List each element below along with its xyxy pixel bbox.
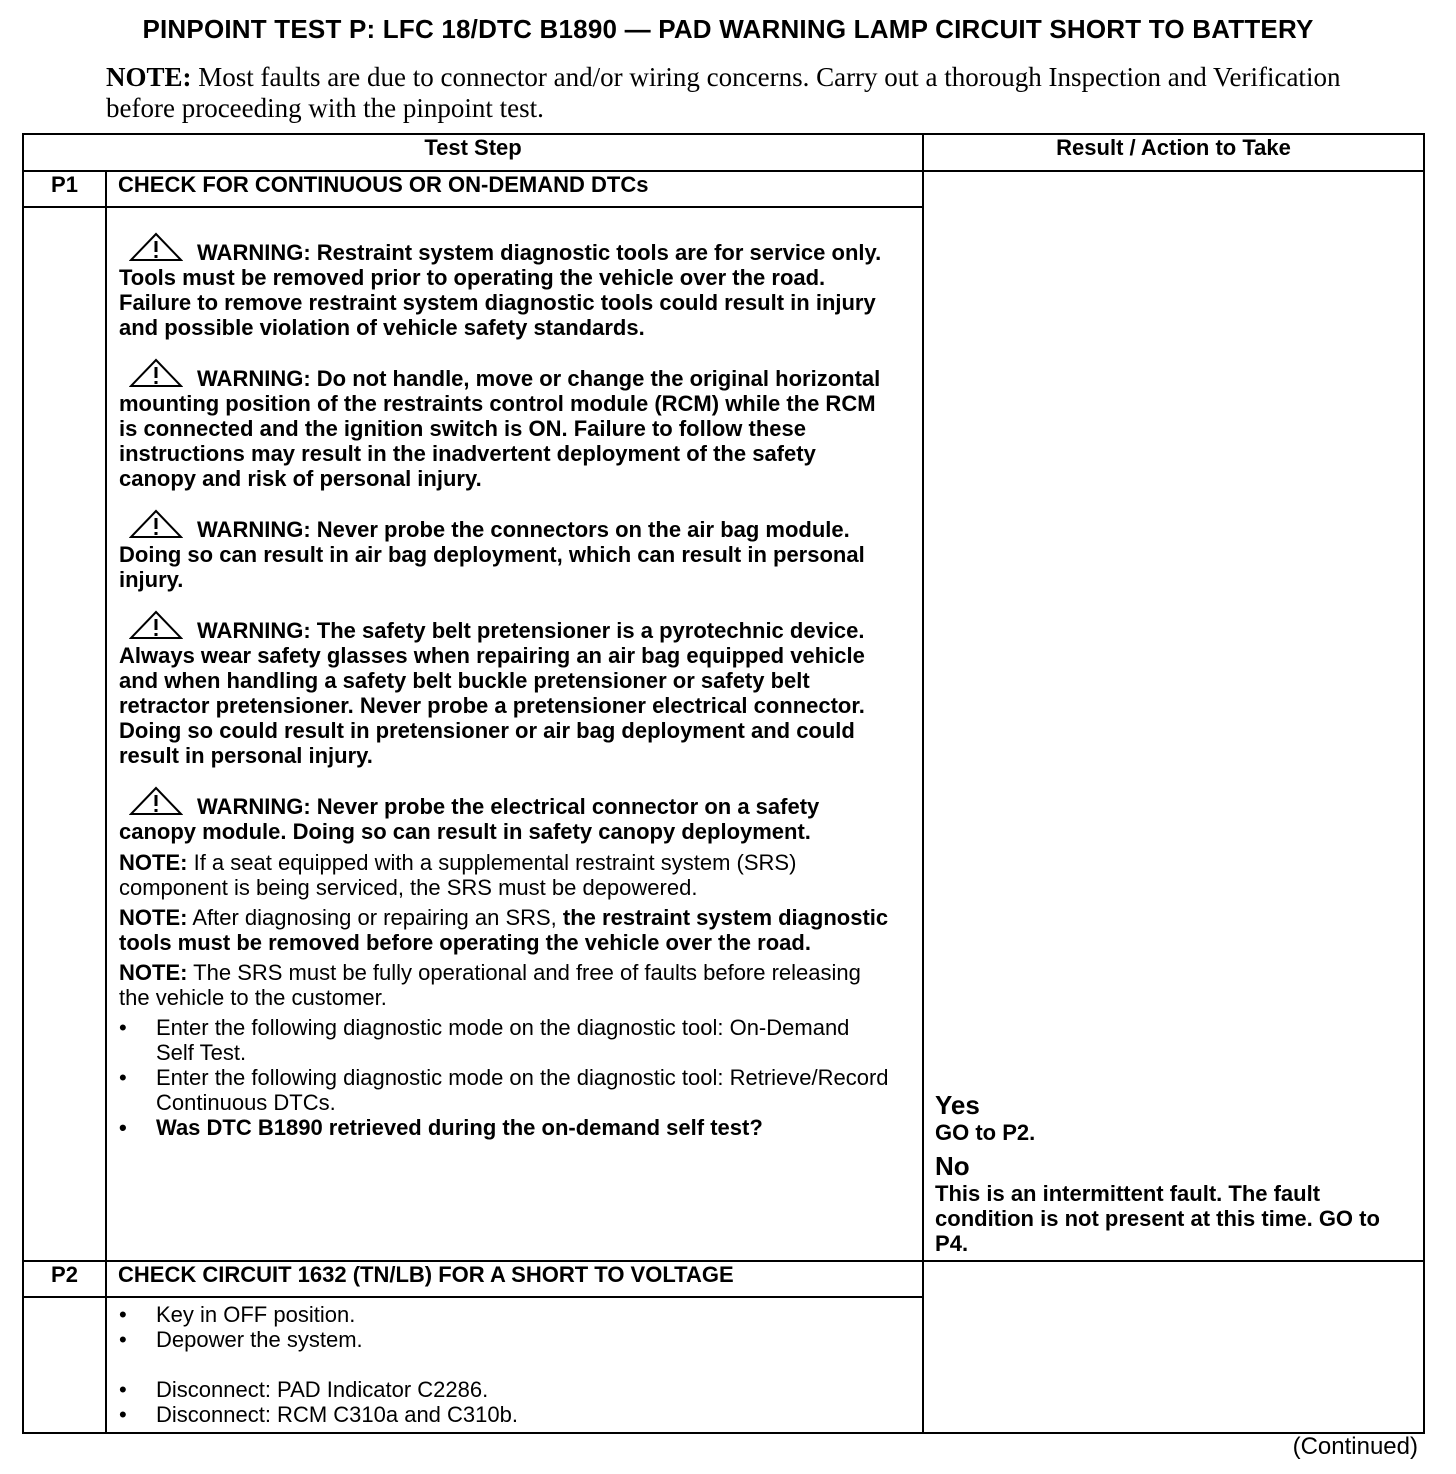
- warning-triangle-icon: [129, 610, 183, 640]
- list-item: • Enter the following diagnostic mode on the diagnostic tool: Retrieve/Record Continuous DTCs.: [119, 1065, 892, 1115]
- intro-note: [106, 62, 1346, 124]
- result-no-action: [935, 1181, 1415, 1256]
- step-title-p1: CHECK FOR CONTINUOUS OR ON-DEMAND DTCs: [106, 171, 923, 207]
- note-2-bold-text: the restraint system diagnostic tools must be removed before operating the vehicle over the road.: [119, 905, 889, 955]
- warning-5-text: WARNING: Never probe the electrical connector on a safety canopy module. Doing so can result in safety canopy deployment.: [119, 794, 820, 844]
- warning-triangle-icon: [129, 509, 183, 539]
- warning-4-text: WARNING: The safety belt pretensioner is a pyrotechnic device. Always wear safety glasses when repairing an air bag equipped vehicle and when handling a safety belt buckle pretensioner or safety belt retractor pretensioner. Never probe a pretensioner electrical connector. Doing so could result in pretensioner or air bag deployment and could result in personal injury.: [119, 618, 865, 768]
- note-3-text: The SRS must be fully operational and free of faults before releasing the vehicle to the customer.: [119, 960, 861, 1010]
- warning-5: [119, 786, 892, 844]
- result-yes-label: Yes: [935, 1090, 980, 1120]
- step-number-p1: P1: [23, 171, 106, 207]
- note-2-label: NOTE:: [119, 905, 188, 930]
- step-p2-title-row: [23, 1261, 1424, 1297]
- warning-triangle-icon: [129, 232, 183, 262]
- warning-2-text: WARNING: Do not handle, move or change the original horizontal mounting position of the restraints control module (RCM) while the RCM is connected and the ignition switch is ON. Failure to follow these instructions may result in the inadvertent deployment of the safety canopy and risk of personal injury.: [119, 366, 881, 491]
- step-p2-number-blank: [23, 1297, 106, 1433]
- intro-note-label: NOTE:: [106, 62, 192, 92]
- header-result: Result / Action to Take: [923, 134, 1424, 171]
- result-no-period: .: [961, 1231, 969, 1256]
- result-yes-target-link[interactable]: P2: [1002, 1120, 1030, 1145]
- step-number-p2: P2: [23, 1261, 106, 1297]
- result-cell-p2: [923, 1261, 1424, 1433]
- result-no-text: This is an intermittent fault. The fault condition is not present at this time. GO to: [935, 1181, 1380, 1231]
- p2-bullet-list-b: [119, 1377, 892, 1427]
- note-1: [119, 850, 892, 900]
- warning-3-text: WARNING: Never probe the connectors on the air bag module. Doing so can result in air bag deployment, which can result in personal injury.: [119, 517, 865, 592]
- step-title-p2: CHECK CIRCUIT 1632 (TN/LB) FOR A SHORT TO VOLTAGE: [106, 1261, 923, 1297]
- list-item: • Disconnect: RCM C310a and C310b.: [119, 1402, 892, 1427]
- p2-bullet-list-a: [119, 1302, 892, 1352]
- step-p2-content: [106, 1297, 923, 1433]
- note-2: [119, 905, 892, 955]
- table-header-row: [23, 134, 1424, 171]
- pinpoint-test-table: [22, 133, 1425, 1434]
- list-item: • Was DTC B1890 retrieved during the on-demand self test?: [119, 1115, 892, 1140]
- warning-3: [119, 509, 892, 592]
- warning-triangle-icon: [129, 786, 183, 816]
- step-p1-number-blank: [23, 207, 106, 1261]
- continued-label: (Continued): [1292, 1433, 1418, 1460]
- result-yes-text: GO to: [935, 1120, 997, 1145]
- list-item: • Enter the following diagnostic mode on the diagnostic tool: On-Demand Self Test.: [119, 1015, 892, 1065]
- result-yes-action: [935, 1120, 1415, 1145]
- warning-1-text: WARNING: Restraint system diagnostic tools are for service only. Tools must be removed prior to operating the vehicle over the road. Failure to remove restraint system diagnostic tools could result in injury and possible violation of vehicle safety standards.: [119, 240, 882, 340]
- warning-2: [119, 358, 892, 491]
- warning-4: [119, 610, 892, 768]
- result-no-target-link[interactable]: P4: [935, 1231, 962, 1256]
- note-1-text: If a seat equipped with a supplemental restraint system (SRS) component is being serviced, the SRS must be depowered.: [119, 850, 797, 900]
- result-cell-p1: [923, 171, 1424, 1261]
- p1-bullet-list: [119, 1015, 892, 1140]
- list-item: • Disconnect: PAD Indicator C2286.: [119, 1377, 892, 1402]
- note-3-label: NOTE:: [119, 960, 188, 985]
- result-yes-period: .: [1029, 1120, 1036, 1145]
- list-item: • Key in OFF position.: [119, 1302, 892, 1327]
- list-item: • Depower the system.: [119, 1327, 892, 1352]
- step-p1-title-row: [23, 171, 1424, 207]
- page-title: PINPOINT TEST P: LFC 18/DTC B1890 — PAD WARNING LAMP CIRCUIT SHORT TO BATTERY: [142, 14, 1314, 44]
- note-2-text: After diagnosing or repairing an SRS,: [192, 905, 557, 930]
- result-no-label: No: [935, 1151, 970, 1181]
- note-1-label: NOTE:: [119, 850, 188, 875]
- warning-triangle-icon: [129, 358, 183, 388]
- step-p1-content: [106, 207, 923, 1261]
- header-test-step: Test Step: [23, 134, 923, 171]
- warning-1: [119, 232, 892, 340]
- intro-note-text: Most faults are due to connector and/or wiring concerns. Carry out a thorough Inspection and Verification before proceeding with the pinpoint test.: [106, 62, 1341, 123]
- note-3: [119, 960, 892, 1010]
